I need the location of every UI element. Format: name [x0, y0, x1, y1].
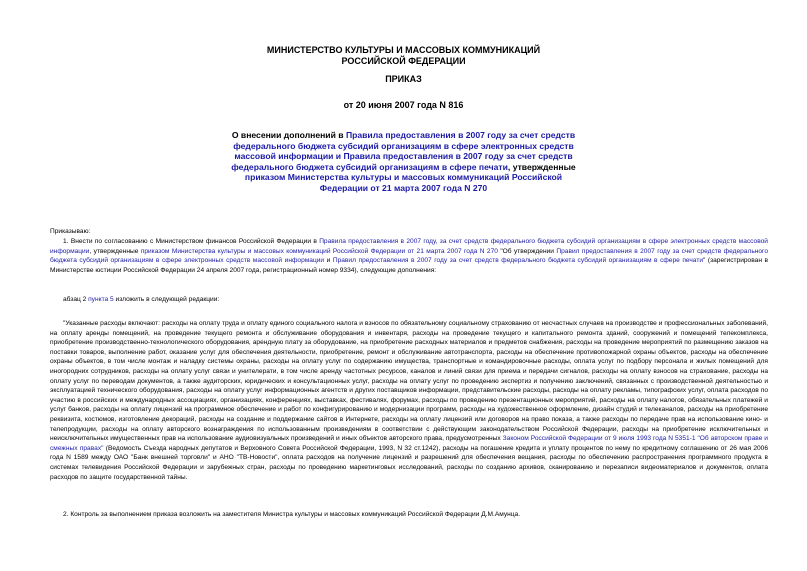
p1-link-rules-print[interactable]: Правил предоставления в 2007 году за счет средств федерального бюджета субсидий организациям в сфере печати	[332, 257, 704, 265]
title-link-rules[interactable]: Правила предоставления в 2007 году за счет средств федерального бюджета субсидий организациям в сфере электронных средств массовой информации и Правила предоставления в 2007 году за счет средств федерального бюджета субсидий организациям в сфере печати	[231, 130, 576, 172]
intro-text: Приказываю:	[50, 228, 91, 235]
ministry-line-1: МИНИСТЕРСТВО КУЛЬТУРЫ И МАССОВЫХ КОММУНИКАЦИЙ	[266, 45, 541, 55]
p1-text-5: " (зарегистрирован в Министерстве юстиции Российской Федерации 24 апреля 2007 года, регистрационный номер 9334), следующие дополнения:	[50, 257, 768, 274]
quote-text-2: (Ведомость Съезда народных депутатов и Верховного Совета Российской Федерации, 1993, N 32 ст.1242), расходы на погашение кредита и уплату процентов по нему по кредитному соглашению от 26 мая 2006 года N 1589 между ОАО "Банк внешней торговли" и АНО "ТВ-Новости", оплата расходов на получение лицензий и разрешений для обеспечения вещания, расходы по обеспечению распространения программного продукта в системах телевидения Российской Федерации и зарубежных стран, расходы по проведению маркетинговых исследований, расходы по созданию архивов, сканированию и перезаписи видеоматериалов и документов, оплата расходов по защите государственной тайны.	[50, 444, 769, 481]
p1-text-4: и	[324, 257, 333, 265]
title-prefix: О внесении дополнений в	[231, 130, 346, 140]
p1a-text-1: абзац 2	[63, 296, 89, 303]
quoted-text	[50, 319, 768, 482]
p1-text-3: "Об утверждении	[497, 247, 557, 255]
p1-link-order-270[interactable]: приказом Министерства культуры и массовых коммуникаций Российской Федерации от 21 марта 2007 года N 270	[140, 247, 498, 255]
doc-type-heading: ПРИКАЗ	[385, 74, 422, 84]
doc-title	[220, 130, 587, 194]
doc-date: от 20 июня 2007 года N 816	[343, 100, 464, 110]
ministry-line-2: РОССИЙСКОЙ ФЕДЕРАЦИИ	[341, 56, 466, 66]
paragraph-2: 2. Контроль за выполнением приказа возложить на заместителя Министра культуры и массовых коммуникаций Российской Федерации Д.М.Амунца.	[63, 511, 521, 518]
p1-text-2: , утвержденные	[89, 247, 141, 255]
p1a-link-clause-5[interactable]: пункта 5	[88, 296, 114, 303]
quote-link-copyright-law[interactable]: Законом Российской Федерации от 9 июля 1993 года N 5351-1 "Об авторском праве и смежных правах"	[50, 435, 768, 452]
title-link-order[interactable]: приказом Министерства культуры и массовых коммуникаций Российской Федерации от 21 марта 2007 года N 270	[244, 172, 563, 193]
p1-link-rules-electronic[interactable]: Правила предоставления в 2007 году, за счет средств федерального бюджета субсидий организациям в сфере электронных средств массовой информации	[50, 238, 768, 255]
paragraph-amend	[63, 295, 763, 305]
ministry-heading	[0, 45, 807, 67]
paragraph-1	[50, 237, 768, 275]
p1-text-1: 1. Внести по согласованию с Министерством финансов Российской Федерации в	[63, 238, 320, 245]
p1-link-rules-electronic-2[interactable]: Правил предоставления в 2007 году за счет средств федерального бюджета субсидий организациям в сфере электронных средств массовой информации	[50, 247, 768, 265]
title-middle: , утвержденные	[507, 161, 576, 172]
p1a-text-2: изложить в следующей редакции:	[113, 296, 220, 303]
quote-text-1: "Указанные расходы включают: расходы на оплату труда и оплату единого социального налога и взносов по обязательному социальному страхованию от несчастных случаев на производстве и профессиональных заболеваний, на оплату аренды помещений, на проведение текущего ремонта и обслуживание оборудования и инвентаря, расходы на проведение текущего и капитального ремонта зданий, сооружений и помещений телекомплекса, приобретение производственно-технологического оборудования, арендную плату за оборудование, на приобретение расходных материалов и предметов снабжения, расходы на проведение мероприятий по размещению заказов на поставки товаров, выполнение работ, оказание услуг для обеспечения деятельности, приобретение, ремонт и обслуживание автотранспорта, расходы на обеспечение противопожарной охраны объектов, расходы на обеспечение охраны объектов, в том числе монтаж и наладку системы охраны, расходы на оплату услуг по содержанию имущества, транспортные и командировочные расходы, оплата услуг по подбору персонала и жилых помещений для иногородних сотрудников, расходы на оплату услуг связи и унителерати, в том числе аренду частотных ресурсов, каналов и линий связи для приема и передачи сигналов, расходы на оплату взносов на страхование, расходы на оплату услуг по переводам документов, а также аудиторских, юридических и консультационных услуг, расходы на оплату услуг по проведению экспертиз и получению заключений, связанных с производственной деятельностью и эксплуатацией технического оборудования, расходы на оплату услуг информационных агентств и других поставщиков информации, представительские расходы, расходы на оплату рекламы, типографских услуг, оплата расходов по участию в российских и международных ассоциациях, организациях, конференциях, выставках, фестивалях, форумах, расходы по проведению презентационных мероприятий, расходы на оплату налогов, обязательных платежей и услуг банков, расходы на оплату лицензий на программное обеспечение и работ по конфигурированию и модернизации программ, расходы на художественное оформление, дизайн студий и телеканалов, расходы на приобретение реквизита, костюмов, изготовление декораций, расходы на создание и поддержание сайтов в Интернете, расходы на оплату лицензий или договоров на право показа, а также расходы по передаче прав на использование кино- и телепродукции, расходы на оплату авторского вознаграждения по использованным произведениям в соответствии с действующим законодательством Российской Федерации, расходы на приобретение исключительных и неисключительных имущественных прав на использование аудиовизуальных произведений и иных объектов авторского права, предусмотренных	[50, 320, 768, 443]
